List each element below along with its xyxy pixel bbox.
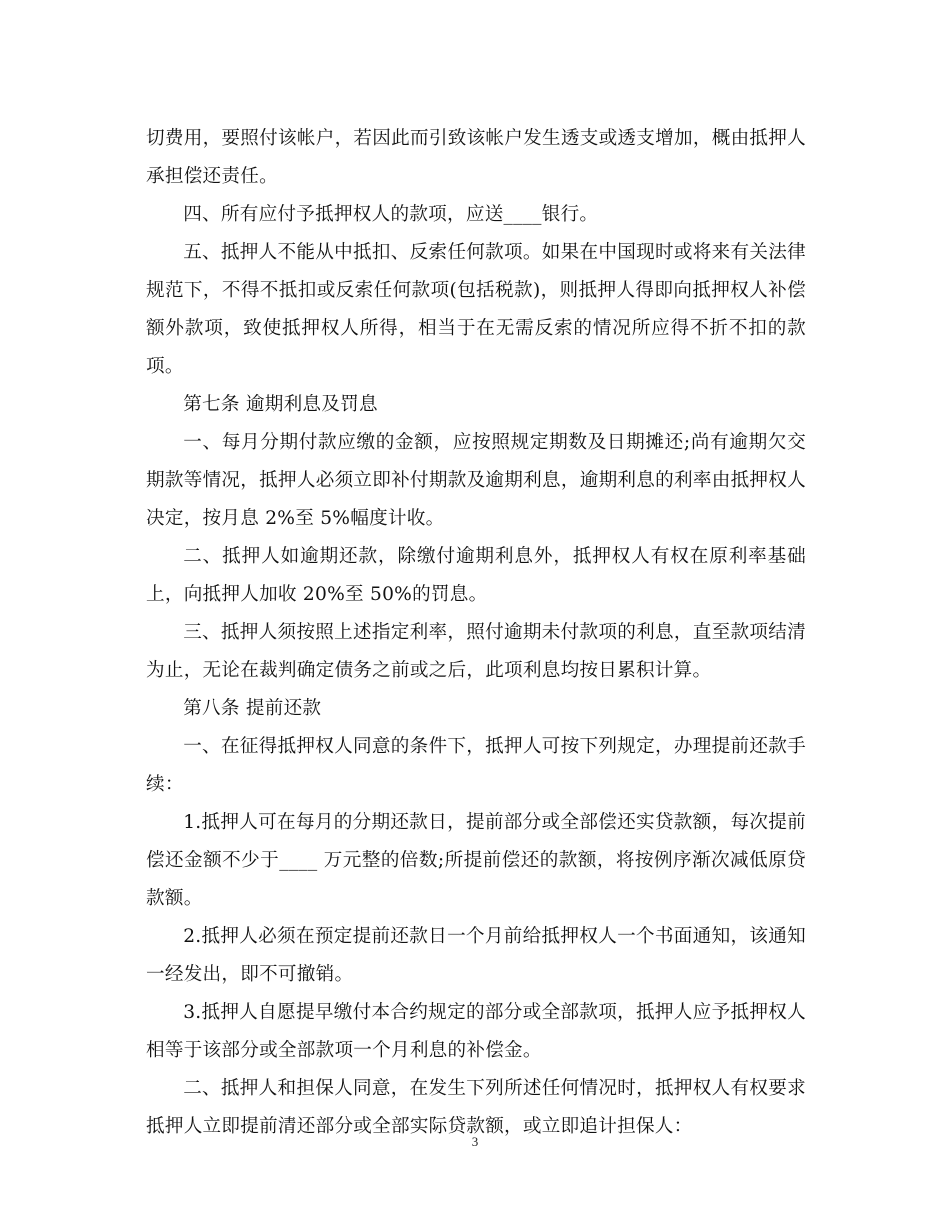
list-item: 1.抵押人可在每月的分期还款日，提前部分或全部偿还实贷款额，每次提前偿还金额不少于____ 万元整的倍数;所提前偿还的款额，将按例序渐次减低原贷款额。 [146, 812, 806, 909]
paragraph: 一、在征得抵押权人同意的条件下，抵押人可按下列规定，办理提前还款手续： [146, 736, 806, 795]
list-item: 3.抵押人自愿提早缴付本合约规定的部分或全部款项，抵押人应予抵押权人相等于该部分或全部款项一个月利息的补偿金。 [146, 1002, 806, 1061]
document-body [146, 120, 806, 1146]
paragraph: 二、抵押人和担保人同意，在发生下列所述任何情况时，抵押权人有权要求抵押人立即提前清还部分或全部实际贷款额，或立即追计担保人： [146, 1078, 806, 1137]
section-heading: 第七条 逾期利息及罚息 [183, 394, 378, 415]
paragraph: 三、抵押人须按照上述指定利率，照付逾期未付款项的利息，直至款项结清为止，无论在裁判确定债务之前或之后，此项利息均按日累积计算。 [146, 622, 806, 681]
paragraph: 一、每月分期付款应缴的金额，应按照规定期数及日期摊还;尚有逾期欠交期款等情况，抵押人必须立即补付期款及逾期利息，逾期利息的利率由抵押权人决定，按月息 2%至 5%幅度计收。 [146, 432, 806, 529]
paragraph: 五、抵押人不能从中抵扣、反索任何款项。如果在中国现时或将来有关法律规范下，不得不抵扣或反索任何款项(包括税款)，则抵押人得即向抵押权人补偿额外款项，致使抵押权人所得，相当于在无需反索的情况所应得不折不扣的款项。 [146, 242, 806, 377]
paragraph: 四、所有应付予抵押权人的款项，应送____银行。 [183, 204, 599, 225]
section-heading: 第八条 提前还款 [183, 698, 322, 719]
paragraph: 二、抵押人如逾期还款，除缴付逾期利息外，抵押权人有权在原利率基础上，向抵押人加收 20%至 50%的罚息。 [146, 546, 806, 605]
paragraph: 切费用，要照付该帐户，若因此而引致该帐户发生透支或透支增加，概由抵押人承担偿还责任。 [146, 128, 806, 187]
list-item: 2.抵押人必须在预定提前还款日一个月前给抵押权人一个书面通知，该通知一经发出，即不可撤销。 [146, 926, 806, 985]
page-number: 3 [471, 1134, 479, 1149]
